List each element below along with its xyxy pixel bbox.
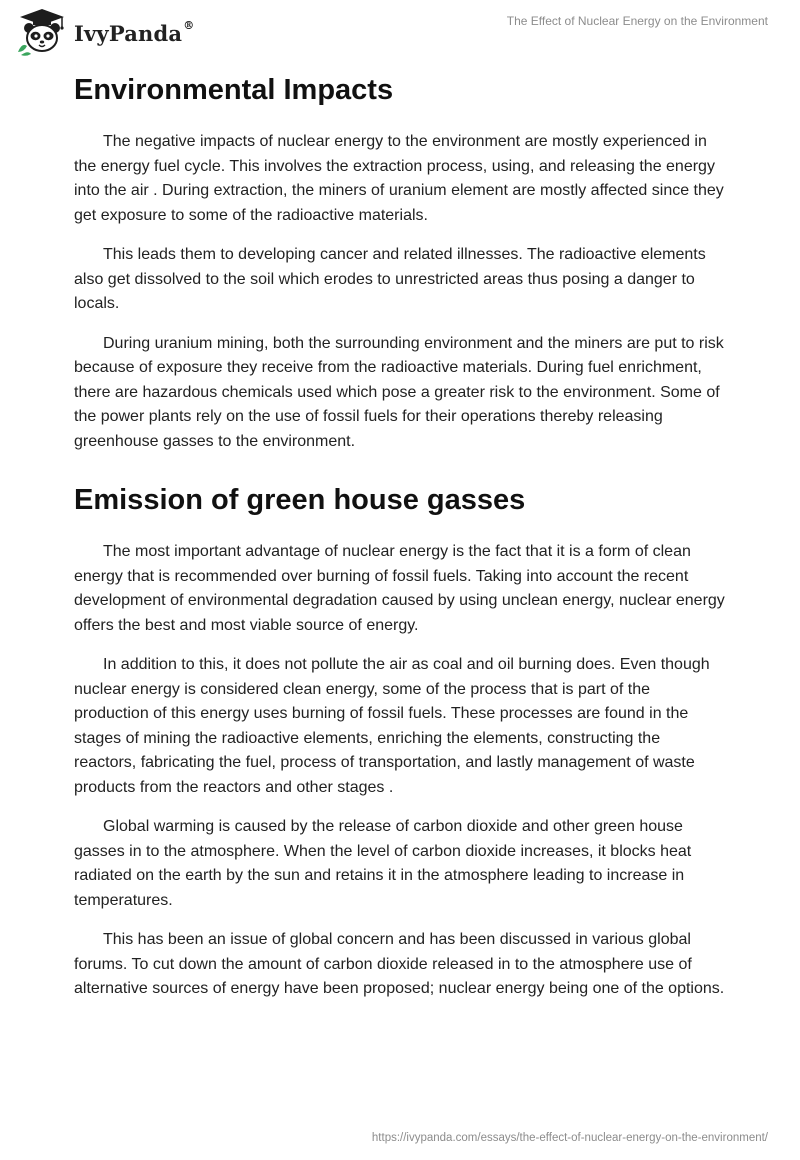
source-url[interactable]: https://ivypanda.com/essays/the-effect-of-nuclear-energy-on-the-environment/ (371, 1132, 768, 1144)
brand-logo[interactable] (14, 8, 194, 56)
paragraph: In addition to this, it does not pollute the air as coal and oil burning does. Even though nuclear energy is considered clean energy, some of the process that is part of the production of this energy uses burning of fossil fuels. These processes are found in the stages of mining the radioactive elements, enriching the elements, constructing the reactors, fabricating the fuel, process of transportation, and lastly management of waste products from the reactors and other stages . (74, 656, 710, 796)
registered-mark: ® (183, 18, 195, 32)
brand-name: IvyPanda® (74, 18, 195, 46)
paragraph: The negative impacts of nuclear energy to the environment are mostly experienced in the energy fuel cycle. This involves the extraction process, using, and releasing the energy into the air . During extraction, the miners of uranium element are mostly affected since they get exposure to some of the radioactive materials. (74, 133, 724, 224)
panda-graduate-icon (14, 8, 70, 56)
paragraph: This has been an issue of global concern and has been discussed in various global forums. To cut down the amount of carbon dioxide released in to the atmosphere use of alternative sources of energy have been proposed; nuclear energy being one of the options. (74, 931, 725, 997)
section-heading-emission-of-green-house-gasses: Emission of green house gasses (74, 484, 526, 516)
essay-content (74, 72, 726, 1017)
page-header (0, 0, 800, 60)
paragraph: During uranium mining, both the surrounding environment and the miners are put to risk because of exposure they receive from the radioactive materials. During fuel enrichment, there are hazardous chemicals used which pose a greater risk to the environment. Some of the power plants rely on the use of fossil fuels for their operations thereby releasing greenhouse gasses to the environment. (74, 334, 724, 450)
document-title: The Effect of Nuclear Energy on the Environment (506, 14, 768, 28)
section-heading-environmental-impacts: Environmental Impacts (74, 74, 394, 106)
paragraph: The most important advantage of nuclear energy is the fact that it is a form of clean energy that is recommended over burning of fossil fuels. Taking into account the recent development of environmental degradation caused by using unclean energy, nuclear energy offers the best and most viable source of energy. (74, 543, 725, 634)
paragraph: Global warming is caused by the release of carbon dioxide and other green house gasses in to the atmosphere. When the level of carbon dioxide increases, it blocks heat radiated on the earth by the sun and retains it in the atmosphere leading to increase in temperatures. (74, 818, 692, 909)
paragraph: This leads them to developing cancer and related illnesses. The radioactive elements also get dissolved to the soil which erodes to unrestricted areas thus posing a danger to locals. (74, 246, 706, 312)
